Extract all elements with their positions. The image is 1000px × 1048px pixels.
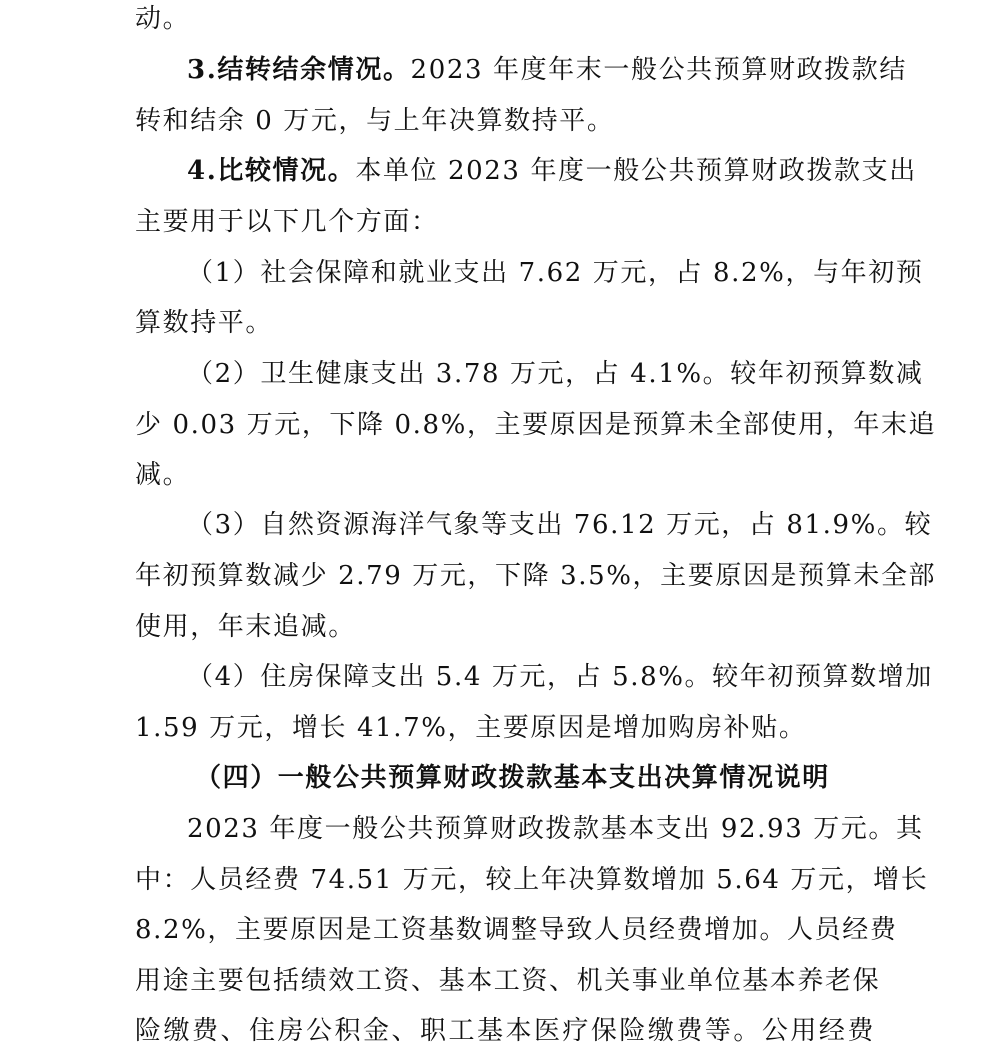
paragraph-line	[187, 53, 907, 87]
paragraph-line: 险缴费、住房公积金、职工基本医疗保险缴费等。公用经费	[135, 1016, 875, 1046]
paragraph-text: 本单位 2023 年度一般公共预算财政拨款支出	[355, 156, 917, 186]
paragraph-line: 少 0.03 万元，下降 0.8%，主要原因是预算未全部使用，年末追	[135, 410, 937, 440]
paragraph-line: （3）自然资源海洋气象等支出 76.12 万元，占 81.9%。较	[187, 510, 933, 540]
paragraph-line: 减。	[135, 460, 191, 490]
paragraph-line: 8.2%，主要原因是工资基数调整导致人员经费增加。人员经费	[135, 915, 898, 945]
paragraph-line	[187, 154, 917, 188]
paragraph-line: 主要用于以下几个方面：	[135, 207, 439, 237]
paragraph-line: 使用，年末追减。	[135, 612, 356, 642]
paragraph-line: （4）住房保障支出 5.4 万元，占 5.8%。较年初预算数增加	[187, 662, 933, 692]
paragraph-line: 转和结余 0 万元，与上年决算数持平。	[135, 106, 615, 136]
section-heading: （四）一般公共预算财政拨款基本支出决算情况说明	[195, 763, 830, 793]
paragraph-line: 1.59 万元，增长 41.7%，主要原因是增加购房补贴。	[135, 713, 807, 743]
section-heading: 4.比较情况。	[187, 156, 356, 186]
paragraph-line: 2023 年度一般公共预算财政拨款基本支出 92.93 万元。其	[187, 814, 924, 844]
paragraph-line: 年初预算数减少 2.79 万元，下降 3.5%，主要原因是预算未全部	[135, 561, 937, 591]
paragraph-line: 用途主要包括绩效工资、基本工资、机关事业单位基本养老保	[135, 966, 881, 996]
paragraph-text: 2023 年度年末一般公共预算财政拨款结	[410, 55, 907, 85]
paragraph-line: （1）社会保障和就业支出 7.62 万元，占 8.2%，与年初预	[187, 258, 924, 288]
paragraph-line: （2）卫生健康支出 3.78 万元，占 4.1%。较年初预算数减	[187, 359, 924, 389]
paragraph-line: 中：人员经费 74.51 万元，较上年决算数增加 5.64 万元，增长	[135, 865, 929, 895]
section-heading: 3.结转结余情况。	[187, 55, 411, 85]
paragraph-line: 算数持平。	[135, 308, 274, 338]
paragraph-line: 动。	[135, 4, 191, 34]
